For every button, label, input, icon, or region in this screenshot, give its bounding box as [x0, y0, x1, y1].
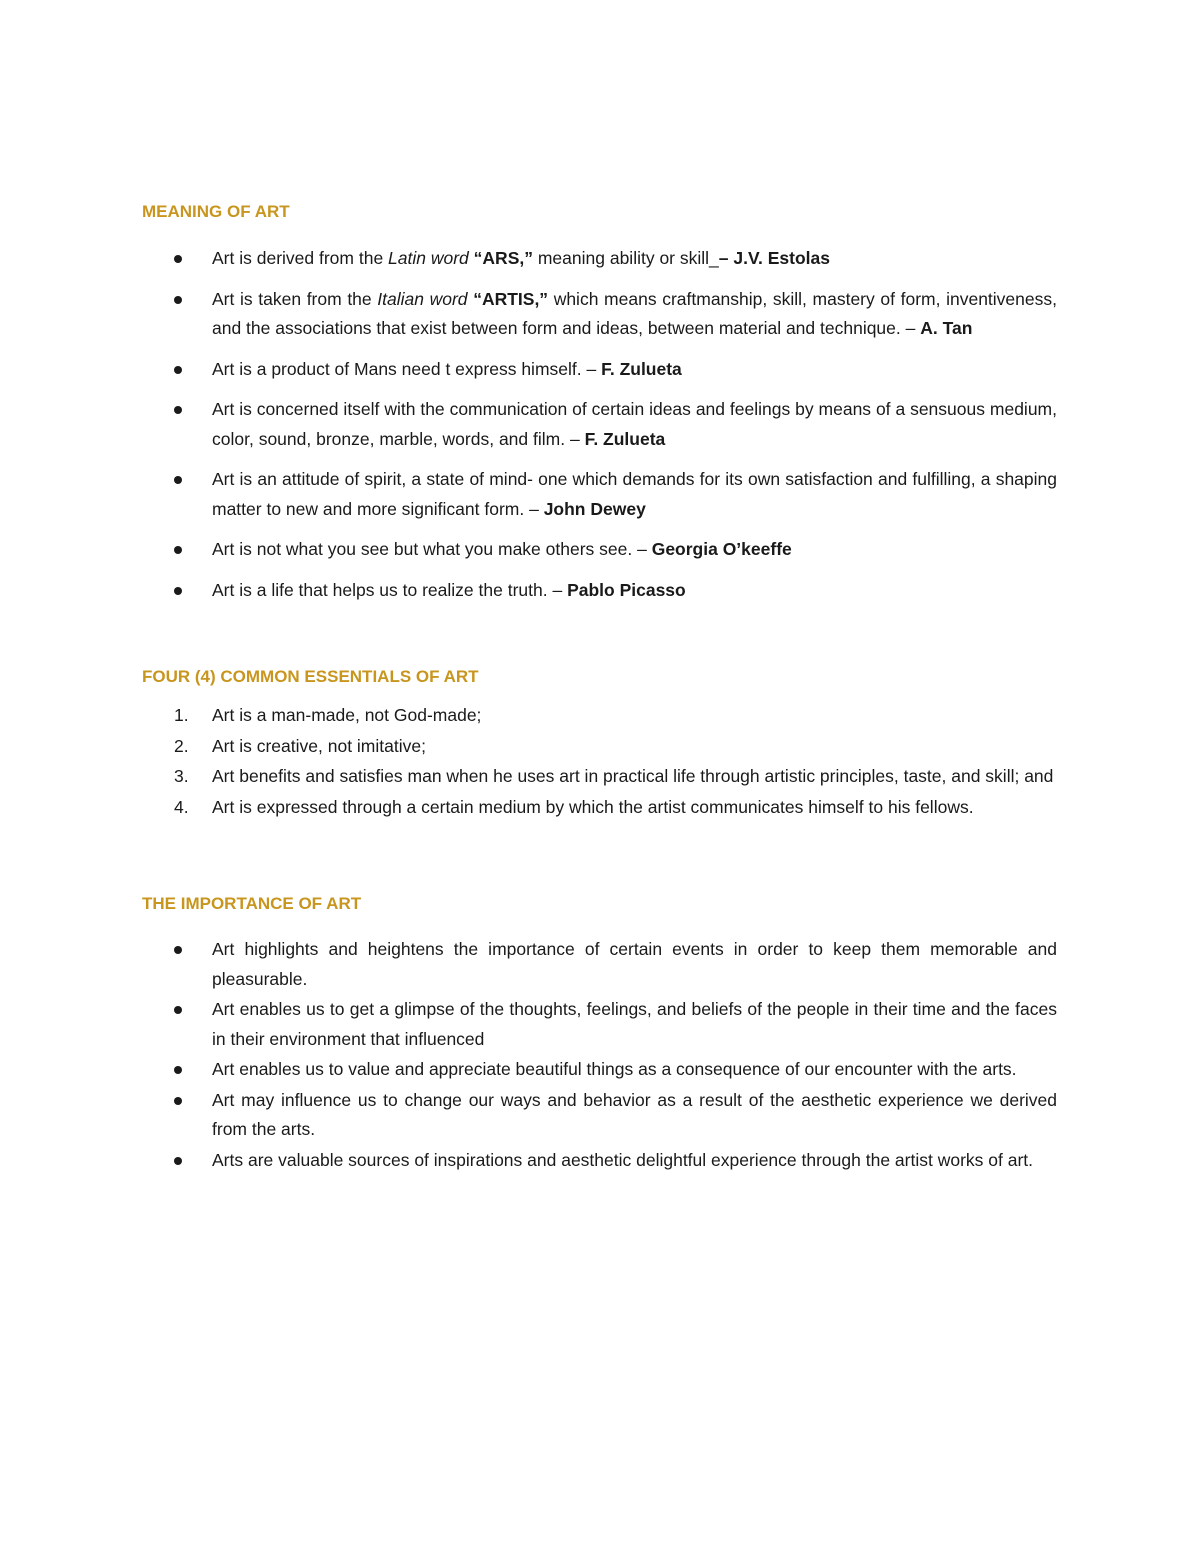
bullet-icon	[174, 476, 182, 484]
essentials-list	[142, 701, 1057, 822]
item-text: Art is creative, not imitative;	[212, 735, 426, 756]
item-dash: –	[529, 498, 544, 519]
list-item	[142, 1146, 1057, 1176]
item-text: which means craftmanship, skill, mastery of form, inventiveness, and the associations that exist between form and ideas, between material and technique.	[212, 288, 1057, 338]
item-author: A. Tan	[920, 318, 973, 338]
bullet-icon	[174, 296, 182, 304]
item-text: Art may influence us to change our ways and behavior as a result of the aesthetic experience we derived from the arts.	[212, 1089, 1057, 1139]
item-number: 2.	[174, 735, 189, 756]
item-dash: –	[552, 579, 568, 600]
bullet-icon	[174, 1157, 182, 1165]
section-common-essentials	[142, 665, 1057, 822]
section-meaning-of-art	[142, 200, 1057, 605]
list-item	[142, 576, 1057, 606]
bullet-icon	[174, 1006, 182, 1014]
list-item	[142, 395, 1057, 454]
list-item	[142, 762, 1057, 792]
list-item	[142, 244, 1057, 274]
list-item	[142, 535, 1057, 565]
list-item	[142, 793, 1057, 823]
item-text: Art is derived from the	[212, 248, 389, 268]
item-number: 3.	[174, 766, 189, 786]
item-emphasis: Latin word	[388, 248, 469, 268]
item-text: Art is a life that helps us to realize the truth.	[212, 579, 553, 600]
list-item	[142, 1086, 1057, 1145]
item-author: Pablo Picasso	[567, 579, 686, 600]
bullet-icon	[174, 406, 182, 414]
item-strong: “ARTIS,”	[473, 288, 549, 309]
item-author: F. Zulueta	[601, 358, 682, 379]
item-author: J.V. Estolas	[733, 248, 831, 268]
item-strong: “ARS,”	[473, 248, 533, 268]
item-text: Art is a product of Mans need t express himself.	[212, 358, 587, 379]
bullet-icon	[174, 587, 182, 595]
bullet-icon	[174, 946, 182, 954]
item-text: Art enables us to get a glimpse of the thoughts, feelings, and beliefs of the people in their time and the faces in their environment that influenced	[212, 999, 1057, 1049]
item-text: Art enables us to value and appreciate beautiful things as a consequence of our encounter with the arts.	[212, 1059, 1017, 1079]
item-text: Art benefits and satisfies man when he uses art in practical life through artistic principles, taste, and skill; and	[212, 766, 1054, 786]
item-text: Art is a man-made, not God-made;	[212, 705, 482, 725]
section-importance-of-art	[142, 892, 1057, 1175]
item-text: Art is expressed through a certain medium by which the artist communicates himself to his fellows.	[212, 796, 974, 817]
document-content	[142, 200, 1057, 1176]
item-author: F. Zulueta	[584, 428, 666, 449]
list-item	[142, 285, 1057, 344]
item-text: Art highlights and heightens the importance of certain events in order to keep them memorable and pleasurable.	[212, 939, 1057, 989]
item-text: Art is taken from the	[212, 288, 378, 309]
section-heading: MEANING OF ART	[142, 202, 290, 221]
importance-list	[142, 935, 1057, 1175]
bullet-icon	[174, 546, 182, 554]
item-emphasis: Italian word	[377, 288, 468, 309]
item-text: meaning ability or skill_	[532, 248, 719, 268]
meaning-list	[142, 244, 1057, 605]
item-author: Georgia O’keeffe	[651, 539, 792, 559]
item-dash: –	[718, 248, 734, 268]
item-text: Art is concerned itself with the communication of certain ideas and feelings by means of a sensuous medium, color, sound, bronze, marble, words, and film.	[212, 399, 1057, 449]
bullet-icon	[174, 366, 182, 374]
item-dash: –	[586, 358, 602, 379]
item-text: Art is not what you see but what you make others see.	[212, 539, 638, 559]
item-dash: –	[637, 539, 652, 559]
list-item	[142, 355, 1057, 385]
list-item	[142, 1055, 1057, 1085]
item-dash: –	[905, 318, 921, 338]
list-item	[142, 995, 1057, 1054]
item-text: Arts are valuable sources of inspirations and aesthetic delightful experience through the artist works of art.	[212, 1149, 1033, 1170]
item-author: John Dewey	[543, 498, 646, 519]
section-heading: THE IMPORTANCE OF ART	[142, 894, 362, 913]
list-item	[142, 701, 1057, 731]
bullet-icon	[174, 1097, 182, 1105]
list-item	[142, 732, 1057, 762]
item-number: 1.	[174, 705, 189, 725]
bullet-icon	[174, 255, 182, 263]
item-dash: –	[569, 428, 585, 449]
item-number: 4.	[174, 796, 189, 817]
list-item	[142, 935, 1057, 994]
list-item	[142, 465, 1057, 524]
bullet-icon	[174, 1066, 182, 1074]
section-heading: FOUR (4) COMMON ESSENTIALS OF ART	[142, 667, 479, 686]
item-text: Art is an attitude of spirit, a state of mind- one which demands for its own satisfaction and fulfilling, a shaping matter to new and more significant form.	[212, 469, 1057, 519]
